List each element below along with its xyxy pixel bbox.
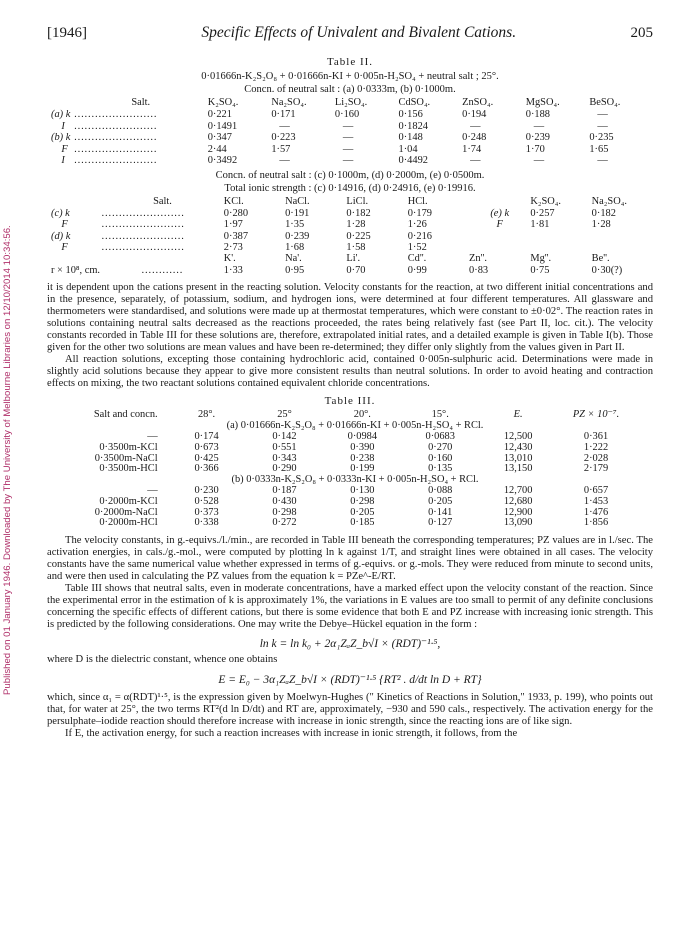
row-label-e: (e) k [490,207,510,219]
table-cell: — [147,431,158,443]
table-cell: 0·257 [530,207,555,219]
row-label: (a) k [51,109,71,121]
table-cell: 0·182 [346,207,371,219]
table-cell: 0·2000m-NaCl [94,506,158,518]
table-row [47,144,653,155]
table-cell: 0·298 [272,506,297,518]
table2-part1 [47,97,653,166]
table-cell: — [279,120,290,132]
paragraph-1: it is dependent upon the cations present in the reacting solution. Velocity constants for the reaction, at two different initial concentrations and in the presence, separately, of potassium, sodium, and hydrogen ions, were determined at four different temperatures. All glassware and thermometers were standardised, and solutions were made up at thermostat temperatures, which were constant to ±0·02°. The reaction rates in solutions containing neutral salts decreased as the reactions proceeded, the rates being relatively fast (see Part II, loc. cit.). The velocity constants recorded in Table III for these solutions are, therefore, extrapolated initial rates, and a detailed example is given in Table I(b). Those given for the other two solutions are mean values and have been re-determined; they differ only slightly from the values given in Part II. [47,282,653,353]
table-cell: 0·390 [350,441,375,453]
table-cell: 0·673 [194,441,219,453]
table-cell: 1·856 [583,517,609,529]
download-watermark: Published on 01 January 1946. Downloaded by The University of Melbourne Libraries on 12/10/2014 10:34:56. [2,225,13,695]
table-cell: 0·272 [272,517,297,529]
table-cell: 0·185 [350,517,375,529]
row-label: (d) k [51,230,71,242]
paragraph-3: The velocity constants, in g.-equivs./l./min., are recorded in Table III beneath the corresponding temperatures; PZ values are in l./sec. The activation energies, in cals./g.-mol., were computed by plotting ln k against 1/T, and straight lines were obtained in all cases. The velocity constants have the same numerical value whether expressed in terms of g.-equivs. or g.-mols. They were reduced from minute to second units, and were then used in calculating the PZ values from the equation k = PZe^-E/RT. [47,535,653,582]
table-cell: 1·26 [407,219,427,231]
table-cell: 0·270 [428,441,453,453]
table-cell: 1·28 [591,219,611,231]
row-label: I [51,120,65,132]
paragraph-6: which, since α₁ = α(RDT)¹·⁵, is the expression given by Moelwyn-Hughes (" Kinetics of Reactions in Solution," 1933, p. 199), who points out that, for water at 25°, the two terms RT²(d ln D/dt) and RT are, approximately, −930 and 590 cals., respectively. The activation energy for the persulphate–iodide reaction should therefore increase with increase in ionic strength, since the reacting ions are of like sign. [47,692,653,728]
table-cell: 0·99 [407,264,427,276]
table-cell: 0·088 [428,485,453,497]
table-cell: 0·160 [334,109,360,121]
table-cell: — [597,120,608,132]
table-cell: 0·75 [530,264,550,276]
table-cell: 12,430 [503,441,533,453]
ion-header-cell: Cd''. [407,253,427,265]
table-cell: — [470,120,481,132]
table-cell: 0·387 [223,230,249,242]
table-row [47,208,653,219]
table-cell: 0·127 [428,517,453,529]
row-label: F [51,219,68,231]
table-cell: 1·28 [346,219,366,231]
header-cell: LiCl. [346,196,369,208]
table-cell: 0·657 [583,485,609,497]
row-leader: …………………… [73,132,157,144]
header-title: Specific Effects of Univalent and Bivalent Cations. [201,24,517,41]
header-cell: Salt and concn. [93,409,158,421]
header-salt: Salt. [153,196,172,208]
table-cell: 0·3492 [207,155,238,167]
table-cell: — [597,155,608,167]
table-cell: 0·95 [285,264,305,276]
table-cell: 12,680 [503,495,533,507]
table-cell: 2·73 [223,242,243,254]
row-leader: …………………… [101,207,185,219]
page-content [47,24,653,740]
table-cell: 0·361 [583,431,609,443]
header-spacer [47,97,74,109]
table-cell: 1·70 [525,143,545,155]
table2-header-row [47,97,653,109]
header-salt: Salt. [131,97,151,108]
table-cell: 1·74 [462,143,482,155]
table-cell: 0·205 [350,506,375,518]
table-cell: 0·366 [194,463,219,475]
row-label-e: F [496,219,503,231]
table-cell: — [470,155,481,167]
table-row [75,518,635,529]
table-cell: 0·223 [271,132,296,144]
table-cell: 0·373 [194,506,219,518]
table-cell: 1·58 [346,242,366,254]
table-cell: 0·551 [272,441,297,453]
table-cell: 1·04 [398,143,418,155]
table-cell: 0·2000m-KCl [99,495,158,507]
table-cell: 0·182 [591,207,616,219]
table-cell: 0·0683 [425,431,455,443]
table-cell: 0·347 [207,132,232,144]
table2-title: Table II. [326,56,374,68]
table-cell: 0·528 [194,495,219,507]
row-leader: …………………… [101,230,185,242]
table-cell: — [342,155,354,167]
table-cell: 13,010 [503,452,533,464]
paragraph-7: If E, the activation energy, for such a reaction increases with increase in ionic strength, it follows, from the [65,728,518,740]
table-cell: 0·70 [346,264,366,276]
table-cell: 0·135 [428,463,453,475]
table-cell: 0·221 [207,109,232,121]
table-cell: 0·2000m-HCl [99,517,158,529]
table3-title: Table III. [324,395,376,408]
row-leader: …………………… [73,109,157,121]
table2-conc-line2: Concn. of neutral salt : (c) 0·1000m, (d) 0·2000m, (e) 0·0500m. [215,170,485,182]
table-cell: 1·222 [583,441,609,453]
table-cell: 0·248 [462,132,487,144]
table-cell: 0·225 [346,230,371,242]
table-cell: 12,700 [503,485,533,497]
ion-header-cell: Li'. [346,253,361,265]
header-cell: K₂SO₄. [207,97,239,108]
table-cell: 0·194 [462,109,487,121]
header-cell: BeSO₄. [589,97,621,108]
table-cell: 0·174 [194,431,219,443]
row-label-e [469,231,530,242]
paragraph-5: where D is the dielectric constant, whence one obtains [47,654,278,666]
table-cell: 0·30(?) [591,264,623,276]
table-cell: 12,900 [503,506,533,518]
table-cell: 1·52 [407,242,427,254]
table-cell: 0·238 [350,452,375,464]
table-cell: 1·65 [589,143,609,155]
table-cell: 0·205 [428,495,453,507]
table-cell: 0·199 [350,463,375,475]
header-cell: E. [513,409,523,421]
ion-header-cell: Na'. [285,253,302,265]
table2-part2 [47,196,653,276]
header-cell: PZ × 10⁻⁷. [572,409,620,421]
table-cell: 0·0984 [347,431,378,443]
paragraph-2: All reaction solutions, excepting those containing hydrochloric acid, contained 0·005n-sulphuric acid. Determinations were made in slightly acid solutions because they appear to give more consistent results than neutral solutions. In order to avoid heating and contraction effects on mixing, the two reactant solutions contained equivalent chloride concentrations. [47,353,653,389]
table-cell: 1·57 [271,143,291,155]
header-cell: CdSO₄. [398,97,431,108]
table-cell: — [342,132,354,144]
spacer [47,253,101,264]
table-row [47,109,653,120]
row-leader: …………………… [73,120,157,132]
row-leader: …………………… [73,143,157,155]
table-cell: — [342,120,354,132]
row-leader: …………………… [101,242,185,254]
table-cell: — [147,485,158,497]
table-row [47,231,653,242]
header-cell [469,196,530,207]
table-cell: 0·191 [285,207,310,219]
row-label: F [51,143,68,155]
equation-1: ln k = ln k₀ + 2α₁ZₐZ_b√I × (RDT)⁻¹·⁵, [259,638,441,651]
table-cell: 0·338 [194,517,219,529]
table-cell: 2·179 [583,463,609,475]
spacer [101,253,224,264]
table-cell: — [533,120,545,132]
table-cell: — [342,143,354,155]
paragraph-4: Table III shows that neutral salts, even in moderate concentrations, have a marked effect upon the velocity constant of the reaction. Since the experimental error in the estimation of k is approximately 1%, the variations in E values are too small to permit of any definite conclusions concerning the specific effects of different cations, but there is some evidence that both E and PZ increase with increasing ionic strength. This is predicted by the following considerations. One may write the Debye–Hückel equation in the form : [47,582,653,630]
table-cell: — [279,155,290,167]
table-cell: 0·148 [398,132,423,144]
table-cell: 0·4492 [398,155,428,167]
header-cell: NaCl. [285,196,310,208]
table-cell: 0·3500m-HCl [99,463,158,475]
ion-header-cell: Mg''. [530,253,552,265]
ion-header-cell: K'. [223,253,236,265]
row-label: F [51,242,68,254]
header-cell: 20°. [353,409,371,421]
table2-ionic-line: Total ionic strength : (c) 0·14916, (d) 0·24916, (e) 0·19916. [224,183,476,195]
header-year: [1946] [47,25,87,41]
header-cell: 15°. [431,409,449,421]
row-leader: …………………… [73,155,157,167]
row-label-e [469,242,530,253]
table2-conc-line: Concn. of neutral salt : (a) 0·0333m, (b) 0·1000m. [244,84,456,95]
header-cell: KCl. [223,196,244,208]
header-cell: HCl. [407,196,428,208]
header-cell: 28°. [197,409,216,421]
table2-subtitle: 0·01666n-K₂S₂O₈ + 0·01666n-KI + 0·005n-H₂SO₄ + neutral salt ; 25°. [201,71,499,82]
header-cell: 25° [277,409,292,421]
table-cell: 12,500 [503,431,533,443]
table-cell: 1·97 [223,219,243,231]
table-cell: 13,150 [503,463,533,475]
table-cell: 0·290 [272,463,297,475]
table-row [47,219,653,230]
header-cell: K₂SO₄. [530,196,561,208]
table-cell [592,242,653,253]
table-cell: 0·179 [407,207,432,219]
table2-part2-header-row [47,196,653,207]
table-row [47,242,653,253]
equation-2: E = E₀ − 3α₁ZₐZ_b√I × (RDT)⁻¹·⁵ {RT² . d/dt ln D + RT} [218,674,482,687]
table-cell: 0·3500m-NaCl [94,452,158,464]
table-cell [530,231,591,242]
table-cell: 0·298 [350,495,375,507]
radius-label: r × 10⁸, cm. [51,264,101,276]
row-leader: …………………… [101,219,185,231]
radius-leader: ………… [141,264,183,276]
header-cell: Na₂SO₄. [271,97,307,108]
table-cell: 0·187 [272,485,297,497]
running-header [47,24,653,48]
section-label: (a) 0·01666n-K₂S₂O₈ + 0·01666n-KI + 0·005n-H₂SO₄ + RCl. [226,420,484,432]
table-cell: 0·156 [398,109,423,121]
table-cell: 2·44 [207,143,227,155]
table-cell: 1·35 [285,219,305,231]
table-cell: 0·83 [469,264,489,276]
table-row [47,155,653,166]
table-cell: 0·1491 [207,120,238,132]
table-cell: 0·230 [194,485,219,497]
row-label: I [51,155,65,167]
table-cell: 2·028 [583,452,609,464]
table-cell: 0·239 [525,132,550,144]
table-cell: 0·130 [350,485,375,497]
table-cell: 1·453 [583,495,609,507]
table-cell: 0·1824 [398,120,428,132]
table-cell: 0·235 [589,132,614,144]
table3 [75,410,635,529]
ion-header-cell: Zn''. [469,253,487,265]
table-cell: 1·81 [530,219,550,231]
table-cell: 0·343 [272,452,297,464]
table-row [75,443,635,454]
table-cell: 13,090 [503,517,533,529]
table-cell: 0·142 [272,431,297,443]
table-cell [592,231,653,242]
table-cell: 0·160 [428,452,453,464]
table-cell: — [597,109,608,121]
table-cell: 0·188 [525,109,550,121]
header-cell: MgSO₄. [525,97,560,108]
table-cell: 1·33 [223,264,243,276]
table-row [47,132,653,143]
table-cell: 0·425 [194,452,219,464]
section-label: (b) 0·0333n-K₂S₂O₈ + 0·0333n-KI + 0·005n-H₂SO₄ + RCl. [231,474,479,486]
table-cell: 0·280 [223,207,249,219]
table-cell: 0·430 [272,495,297,507]
header-cell: Na₂SO₄. [591,196,627,208]
table-row [75,497,635,508]
table-cell: 0·216 [407,230,432,242]
ion-header-row [47,253,653,264]
table-cell: 0·171 [271,109,296,121]
table-cell: 0·141 [428,506,453,518]
page-number: 205 [630,25,653,41]
header-cell: ZnSO₄. [462,97,494,108]
table-cell: — [533,155,545,167]
radius-row [47,265,653,276]
ion-header-cell: Be''. [591,253,610,265]
table-cell: 0·3500m-KCl [99,441,158,453]
table-row [47,121,653,132]
row-label: (c) k [51,207,70,219]
header-cell: Li₂SO₄. [334,97,368,108]
header-spacer [47,196,101,207]
table-cell: 1·476 [583,506,609,518]
row-label: (b) k [51,132,71,144]
table-cell: 0·239 [285,230,310,242]
table-cell [530,242,591,253]
table-cell: 1·68 [285,242,305,254]
